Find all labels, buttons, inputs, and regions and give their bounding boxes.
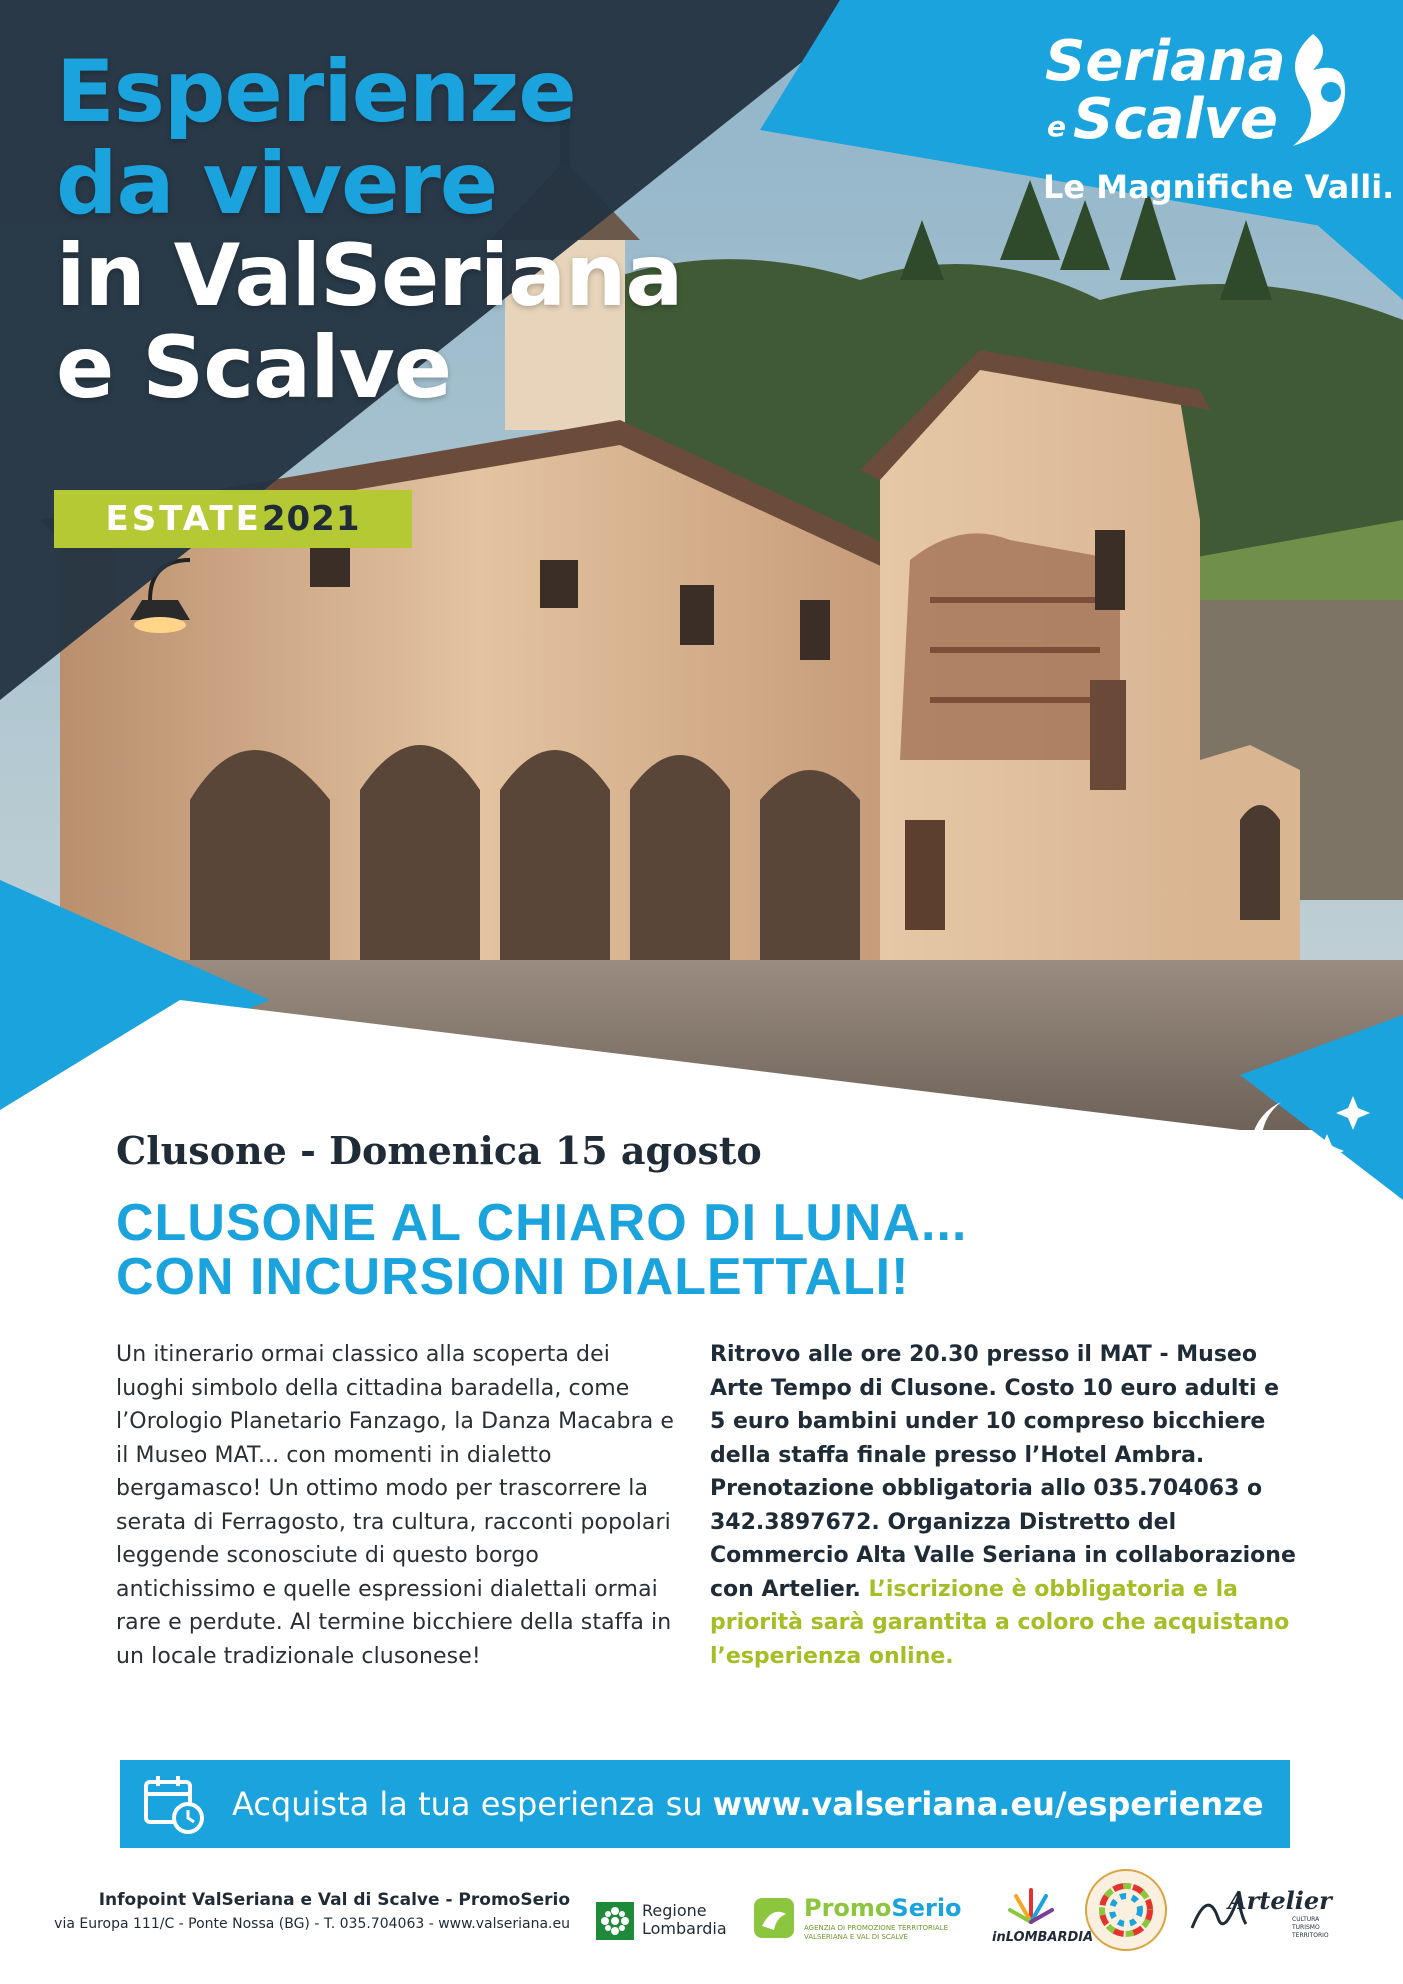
headline-line-3: in ValSeriana bbox=[56, 226, 683, 326]
promoserio-icon bbox=[752, 1896, 796, 1940]
promoserio-name-1: Promo bbox=[804, 1894, 892, 1922]
headline-line-1: Esperienze bbox=[56, 42, 576, 142]
brand-name-line-2: Scalve bbox=[1073, 87, 1278, 152]
event-title bbox=[116, 1196, 967, 1304]
promoserio-logo bbox=[752, 1892, 962, 1952]
brand-tagline: Le Magnifiche Valli. bbox=[1043, 168, 1395, 206]
headline-line-2: da vivere bbox=[56, 134, 498, 234]
event-info-text: Ritrovo alle ore 20.30 presso il MAT - Museo Arte Tempo di Clusone. Costo 10 euro adulti e 5 euro bambini under 10 compreso bicchiere della staffa finale presso l’Hotel Ambra. Prenotazione obbligatoria allo 035.704063 o 342.3897672. Organizza Distretto del Commercio Alta Valle Seriana in collaborazione con Artelier. bbox=[710, 1342, 1296, 1602]
regione-rose-icon bbox=[596, 1902, 634, 1940]
inlombardia-logo bbox=[986, 1884, 1094, 1954]
season-badge bbox=[54, 490, 412, 548]
regione-lombardia-logo bbox=[596, 1896, 746, 1948]
headline bbox=[56, 42, 683, 418]
event-place-date: Clusone - Domenica 15 agosto bbox=[116, 1128, 762, 1173]
cta-label: Acquista la tua esperienza su bbox=[232, 1785, 703, 1823]
brand-conjunction: e bbox=[1047, 110, 1066, 143]
cta-bar[interactable] bbox=[120, 1760, 1290, 1848]
footer-info bbox=[40, 1890, 570, 1932]
promoserio-name-2: Serio bbox=[891, 1894, 962, 1922]
season-label: ESTATE bbox=[105, 499, 262, 539]
regione-text-1: Regione bbox=[642, 1901, 707, 1920]
distretto-commercio-seal-icon bbox=[1084, 1868, 1168, 1952]
event-info-highlight: L’iscrizione è obbligatoria e la priorità sarà garantita a coloro che acquistano l’esperienza online. bbox=[710, 1576, 1290, 1669]
brand-logo bbox=[1023, 29, 1395, 210]
calendar-clock-icon bbox=[142, 1772, 208, 1836]
inlombardia-text: inLOMBARDIA bbox=[992, 1930, 1094, 1945]
artelier-logo bbox=[1188, 1884, 1338, 1944]
footer-address: via Europa 111/C - Ponte Nossa (BG) - T. 035.704063 - www.valseriana.eu bbox=[54, 1916, 570, 1932]
event-title-line-2: CON INCURSIONI DIALETTALI! bbox=[116, 1248, 910, 1306]
cta-text bbox=[232, 1760, 1264, 1848]
regione-text-2: Lombardia bbox=[642, 1919, 727, 1938]
promoserio-sub-1: AGENZIA DI PROMOZIONE TERRITORIALE bbox=[804, 1924, 949, 1932]
promoserio-sub-2: VALSERIANA E VAL DI SCALVE bbox=[804, 1933, 908, 1941]
event-info bbox=[710, 1338, 1300, 1673]
photo-fresco bbox=[900, 533, 1120, 760]
artelier-text: Artelier bbox=[1228, 1886, 1332, 1915]
brand-swirl-icon bbox=[1273, 30, 1363, 150]
brand-name-line-1: Seriana bbox=[1045, 29, 1286, 94]
headline-line-4: e Scalve bbox=[56, 318, 452, 418]
artelier-subtext: CULTURA TURISMO TERRITORIO bbox=[1292, 1916, 1329, 1939]
event-title-line-1: CLUSONE AL CHIARO DI LUNA... bbox=[116, 1194, 968, 1252]
inlombardia-burst-icon bbox=[1008, 1884, 1054, 1926]
event-description: Un itinerario ormai classico alla scoperta dei luoghi simbolo della cittadina baradella, come l’Orologio Planetario Fanzago, la Danza Macabra e il Museo MAT... con momenti in dialetto bergamasco! Un ottimo modo per trascorrere la serata di Ferragosto, tra cultura, racconti popolari leggende sconosciute di questo borgo antichissimo e quelle espressioni dialettali ormai rare e perdute. Al termine bicchiere della staffa in un locale tradizionale clusonese! bbox=[116, 1342, 675, 1669]
cta-url-link[interactable]: www.valseriana.eu/esperienze bbox=[712, 1785, 1264, 1823]
footer-org: Infopoint ValSeriana e Val di Scalve - PromoSerio bbox=[98, 1890, 570, 1910]
moon-stars-icon bbox=[1215, 1082, 1385, 1232]
season-year: 2021 bbox=[261, 499, 361, 539]
